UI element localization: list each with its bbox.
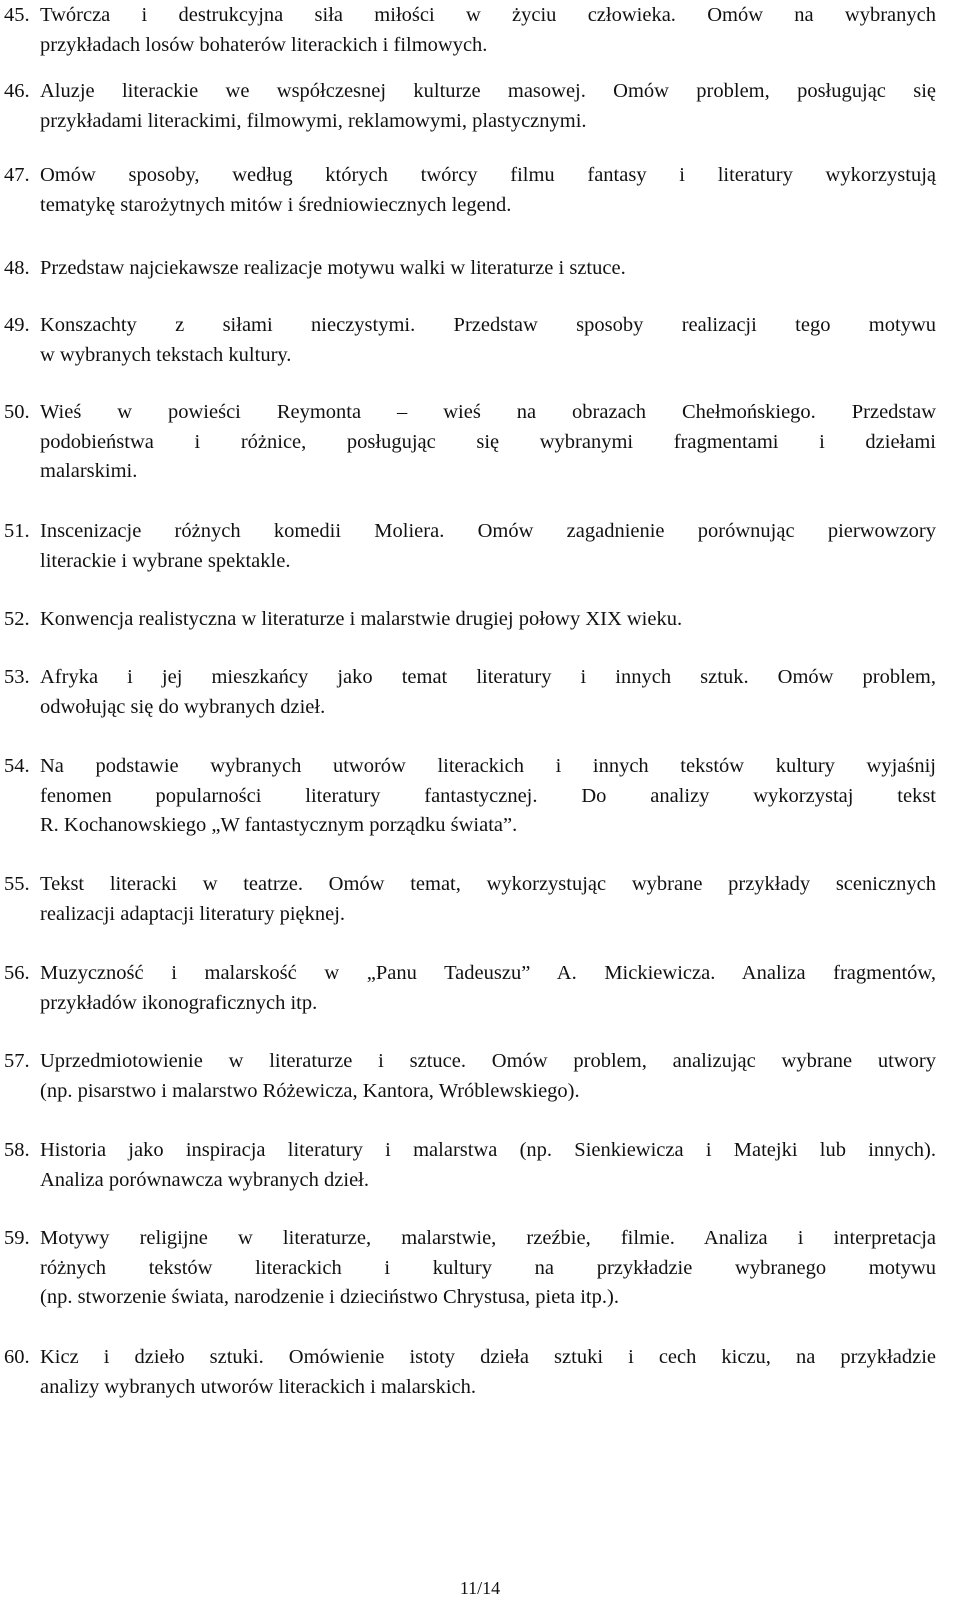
- topic-number: 53.: [4, 666, 30, 688]
- topic-text-line: R. Kochanowskiego „W fantastycznym porządku świata”.: [40, 814, 518, 836]
- topic-number: 54.: [4, 755, 30, 777]
- topic-number: 49.: [4, 314, 30, 336]
- topic-text-line: w wybranych tekstach kultury.: [40, 343, 292, 366]
- topic-number: 57.: [4, 1050, 30, 1072]
- topic-text-line: Muzyczność i malarskość w „Panu Tadeuszu” A. Mickiewicza. Analiza fragmentów,: [40, 962, 936, 984]
- page-number: 11/14: [459, 1578, 501, 1598]
- topic-number: 52.: [4, 608, 30, 630]
- topic-text-line: Analiza porównawcza wybranych dzieł.: [40, 1168, 369, 1191]
- topic-number: 45.: [4, 4, 30, 26]
- topic-text-line: Przedstaw najciekawsze realizacje motywu walki w literaturze i sztuce.: [40, 257, 626, 279]
- topic-text-line: tematykę starożytnych mitów i średniowiecznych legend.: [40, 193, 512, 216]
- topic-number: 55.: [4, 873, 30, 895]
- topic-number: 47.: [4, 164, 30, 186]
- topic-text-line: Twórcza i destrukcyjna siła miłości w życiu człowieka. Omów na wybranych: [40, 4, 936, 26]
- topic-text-line: przykładów ikonograficznych itp.: [40, 991, 318, 1014]
- topic-text-line: (np. stworzenie świata, narodzenie i dzieciństwo Chrystusa, pieta itp.).: [40, 1286, 619, 1308]
- topic-text-line: Inscenizacje różnych komedii Moliera. Omów zagadnienie porównując pierwowzory: [40, 520, 936, 542]
- topic-text-line: Wieś w powieści Reymonta – wieś na obrazach Chełmońskiego. Przedstaw: [40, 401, 936, 423]
- topic-number: 50.: [4, 401, 30, 423]
- topic-number: 60.: [4, 1346, 30, 1368]
- topic-text-line: (np. pisarstwo i malarstwo Różewicza, Kantora, Wróblewskiego).: [40, 1079, 580, 1102]
- topic-text-line: Tekst literacki w teatrze. Omów temat, wykorzystując wybrane przykłady scenicznych: [40, 873, 936, 895]
- topic-text-line: podobieństwa i różnice, posługując się wybranymi fragmentami i dziełami: [40, 430, 936, 453]
- topic-text-line: realizacji adaptacji literatury pięknej.: [40, 902, 346, 925]
- topic-text-line: Na podstawie wybranych utworów literackich i innych tekstów kultury wyjaśnij: [40, 755, 936, 777]
- topic-text-line: Kicz i dzieło sztuki. Omówienie istoty dzieła sztuki i cech kiczu, na przykładzie: [40, 1346, 936, 1368]
- topic-text-line: malarskimi.: [40, 460, 138, 482]
- topic-text-line: Konszachty z siłami nieczystymi. Przedstaw sposoby realizacji tego motywu: [40, 314, 936, 336]
- topic-text-line: Uprzedmiotowienie w literaturze i sztuce. Omów problem, analizując wybrane utwory: [40, 1050, 936, 1072]
- topic-text-line: Konwencja realistyczna w literaturze i malarstwie drugiej połowy XIX wieku.: [40, 608, 683, 630]
- topic-text-line: przykładami literackimi, filmowymi, reklamowymi, plastycznymi.: [40, 109, 587, 132]
- topic-number: 58.: [4, 1139, 30, 1161]
- topic-text-line: różnych tekstów literackich i kultury na przykładzie wybranego motywu: [40, 1256, 936, 1279]
- topic-text-line: Omów sposoby, według których twórcy filmu fantasy i literatury wykorzystują: [40, 164, 936, 186]
- topic-number: 56.: [4, 962, 30, 984]
- topic-text-line: literackie i wybrane spektakle.: [40, 549, 291, 572]
- topic-text-line: odwołując się do wybranych dzieł.: [40, 695, 326, 718]
- topic-number: 59.: [4, 1227, 30, 1249]
- topic-text-line: fenomen popularności literatury fantastycznej. Do analizy wykorzystaj tekst: [40, 784, 936, 807]
- topic-text-line: przykładach losów bohaterów literackich i filmowych.: [40, 33, 488, 56]
- topic-text-line: Motywy religijne w literaturze, malarstwie, rzeźbie, filmie. Analiza i interpretacja: [40, 1227, 936, 1249]
- topic-text-line: Afryka i jej mieszkańcy jako temat literatury i innych sztuk. Omów problem,: [40, 666, 936, 688]
- topic-text-line: Aluzje literackie we współczesnej kulturze masowej. Omów problem, posługując się: [40, 80, 936, 102]
- topic-text-line: analizy wybranych utworów literackich i malarskich.: [40, 1375, 477, 1398]
- topic-text-line: Historia jako inspiracja literatury i malarstwa (np. Sienkiewicza i Matejki lub innych).: [40, 1139, 936, 1161]
- topic-number: 51.: [4, 520, 30, 542]
- topic-number: 48.: [4, 257, 30, 279]
- topic-number: 46.: [4, 80, 30, 102]
